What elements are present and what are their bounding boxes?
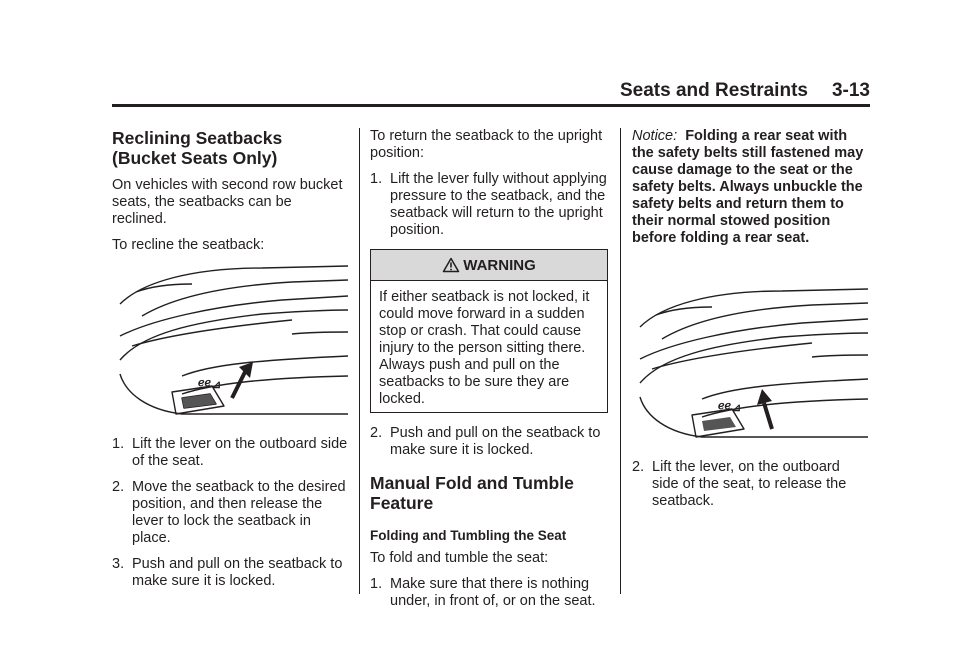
svg-text:⊿: ⊿: [212, 379, 222, 391]
warning-text: If either seatback is not locked, it could move forward in a sudden stop or crash. That could cause injury to the person sitting there. Always push and pull on the seatbacks to be sure they are locked.: [379, 289, 590, 407]
list-item: 1. Lift the lever on the outboard side of the seat.: [112, 436, 348, 469]
list-item: 1. Make sure that there is nothing under, in front of, or on the seat.: [370, 576, 596, 609]
svg-text:ℯℯ: ℯℯ: [198, 377, 212, 389]
warning-title: WARNING: [463, 256, 536, 274]
column-divider: [359, 128, 360, 594]
column-divider: [620, 128, 621, 594]
header-rule: [112, 104, 870, 107]
lead-paragraph: To return the seatback to the upright position:: [370, 128, 603, 161]
warning-box: [370, 249, 608, 413]
seat-lever-illustration: [112, 264, 348, 424]
list-item: 2. Move the seatback to the desired position, and then release the lever to lock the seatback in place.: [112, 479, 346, 546]
lead-paragraph: To fold and tumble the seat:: [370, 550, 549, 566]
svg-text:ℯℯ: ℯℯ: [718, 400, 732, 412]
warning-triangle-icon: [442, 257, 460, 273]
page-number: 3-13: [831, 80, 870, 101]
column-1: [112, 128, 348, 599]
notice-text: Folding a rear seat with the safety belts still fastened may cause damage to the seat or the safety belts. Always unbuckle the safety belts and return them to their normal stowed position before folding a rear seat.: [632, 128, 864, 246]
section-heading-reclining: Reclining Seatbacks (Bucket Seats Only): [112, 128, 283, 168]
list-item: 3. Push and pull on the seatback to make sure it is locked.: [112, 556, 343, 589]
list-item: 1. Lift the lever fully without applying pressure to the seatback, and the seatback will return to the upright position.: [370, 171, 607, 238]
seat-lever-illustration: [632, 287, 868, 447]
list-item: 2. Push and pull on the seatback to make sure it is locked.: [370, 425, 601, 458]
subsection-heading: Folding and Tumbling the Seat: [370, 528, 567, 543]
warning-header: [371, 250, 607, 281]
column-3: [632, 128, 870, 519]
svg-text:⊿: ⊿: [732, 402, 742, 414]
notice-paragraph: [632, 128, 870, 247]
column-2: [370, 128, 608, 619]
page-header: [620, 80, 870, 104]
notice-label: Notice:: [632, 128, 678, 144]
section-heading-fold-tumble: Manual Fold and Tumble Feature: [370, 473, 574, 513]
intro-paragraph: On vehicles with second row bucket seats, the seatbacks can be reclined.: [112, 177, 343, 227]
lead-paragraph: To recline the seatback:: [112, 237, 265, 253]
list-item: 2. Lift the lever, on the outboard side of the seat, to release the seatback.: [632, 459, 847, 509]
section-title: Seats and Restraints: [620, 80, 808, 101]
